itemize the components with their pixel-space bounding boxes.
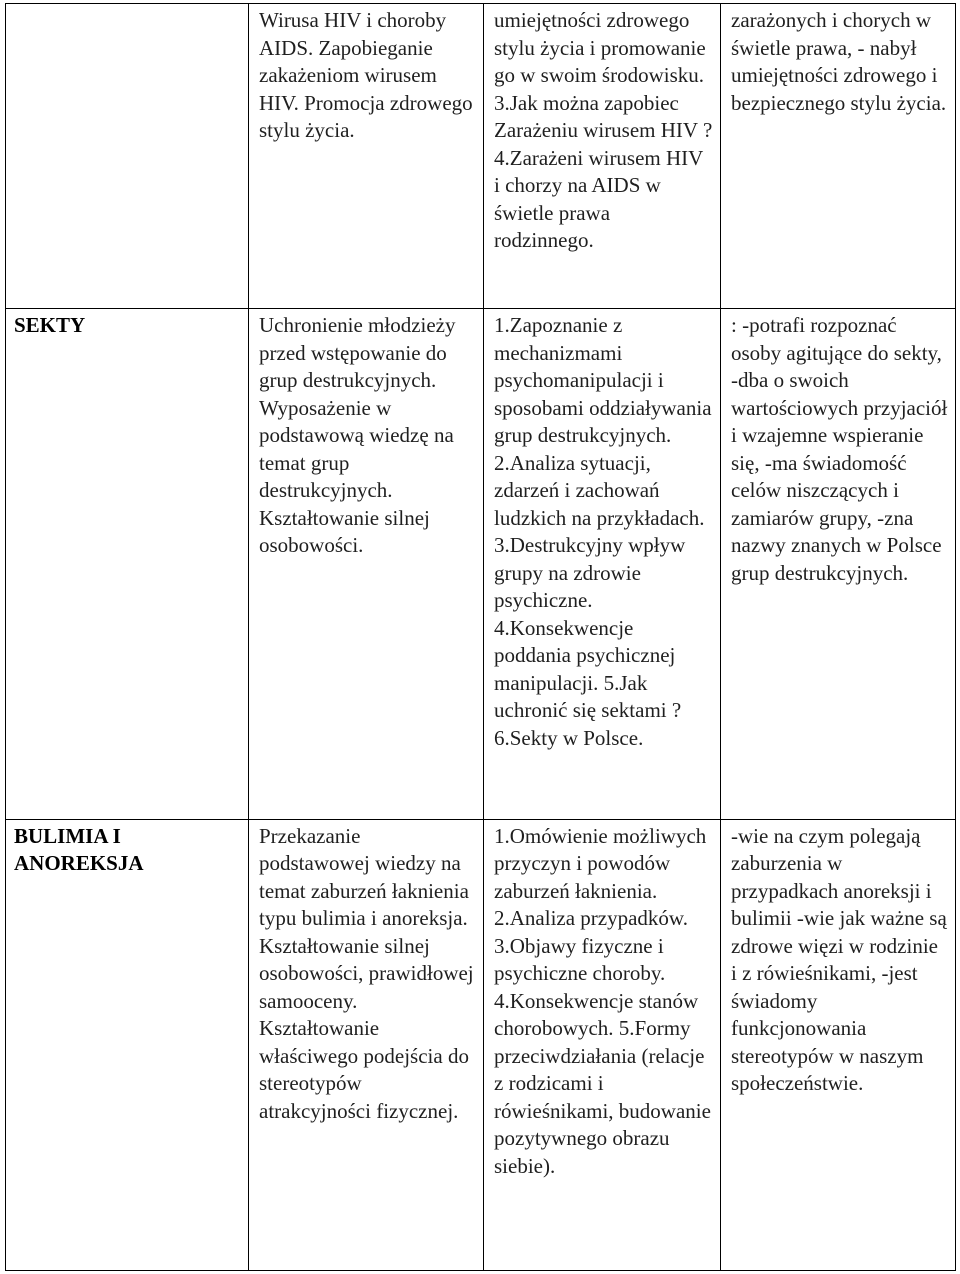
content-text: umiejętności zdrowego stylu życia i promowanie go w swoim środowisku. 3.Jak można zapobiec Zarażeniu wirusem HIV ? 4.Zarażeni wirusem HIV i chorzy na AIDS w świetle prawa rodzinnego. xyxy=(494,8,713,252)
goals-cell xyxy=(249,819,484,1271)
table-row xyxy=(6,819,956,1271)
content-cell xyxy=(484,819,721,1271)
outcomes-text: -wie na czym polegają zaburzenia w przypadkach anoreksji i bulimii -wie jak ważne są zdrowe więzi w rodzinie i z rówieśnikami, -jest świadomy funkcjonowania stereotypów w naszym społeczeństwie. xyxy=(731,823,947,1095)
topic-cell xyxy=(6,4,249,309)
program-table xyxy=(5,3,956,1271)
content-text: 1.Omówienie możliwych przyczyn i powodów zaburzeń łaknienia. 2.Analiza przypadków. 3.Objawy fizyczne i psychiczne choroby. 4.Konsekwencje stanów chorobowych. 5.Formy przeciwdziałania (relacje z rodzicami i rówieśnikami, budowanie pozytywnego obrazu siebie). xyxy=(494,823,711,1178)
content-text: 1.Zapoznanie z mechanizmami psychomanipulacji i sposobami oddziaływania grup destrukcyjnych. 2.Analiza sytuacji, zdarzeń i zachowań ludzkich na przykładach. 3.Destrukcyjny wpływ grupy na zdrowie psychiczne. 4.Konsekwencje poddania psychicznej manipulacji. 5.Jak uchronić się sektami ? 6.Sekty w Polsce. xyxy=(494,313,712,750)
outcomes-cell xyxy=(721,4,956,309)
goals-cell xyxy=(249,4,484,309)
goals-text: Uchronienie młodzieży przed wstępowanie do grup destrukcyjnych. Wyposażenie w podstawową wiedzę na temat grup destrukcyjnych. Kształtowanie silnej osobowości. xyxy=(259,313,456,558)
topic-text: SEKTY xyxy=(14,313,86,338)
outcomes-text: : -potrafi rozpoznać osoby agitujące do sekty, -dba o swoich wartościowych przyjaciół i wzajemne wspieranie się, -ma świadomość celów niszczących i zamiarów grupy, -zna nazwy znanych w Polsce grup destrukcyjnych. xyxy=(731,313,948,585)
content-cell xyxy=(484,4,721,309)
topic-cell xyxy=(6,309,249,819)
topic-text: BULIMIA I ANOREKSJA xyxy=(14,823,144,875)
content-cell xyxy=(484,309,721,819)
outcomes-cell xyxy=(721,819,956,1271)
table-row xyxy=(6,309,956,819)
goals-text: Wirusa HIV i choroby AIDS. Zapobieganie zakażeniom wirusem HIV. Promocja zdrowego stylu życia. xyxy=(259,8,473,142)
outcomes-text: zarażonych i chorych w świetle prawa, - nabył umiejętności zdrowego i bezpiecznego stylu życia. xyxy=(731,8,947,115)
outcomes-cell xyxy=(721,309,956,819)
goals-text: Przekazanie podstawowej wiedzy na temat zaburzeń łaknienia typu bulimia i anoreksja. Kształtowanie silnej osobowości, prawidłowej samooceny. Kształtowanie właściwego podejścia do stereotypów atrakcyjności fizycznej. xyxy=(259,823,474,1123)
goals-cell xyxy=(249,309,484,819)
topic-cell xyxy=(6,819,249,1271)
table-row xyxy=(6,4,956,309)
